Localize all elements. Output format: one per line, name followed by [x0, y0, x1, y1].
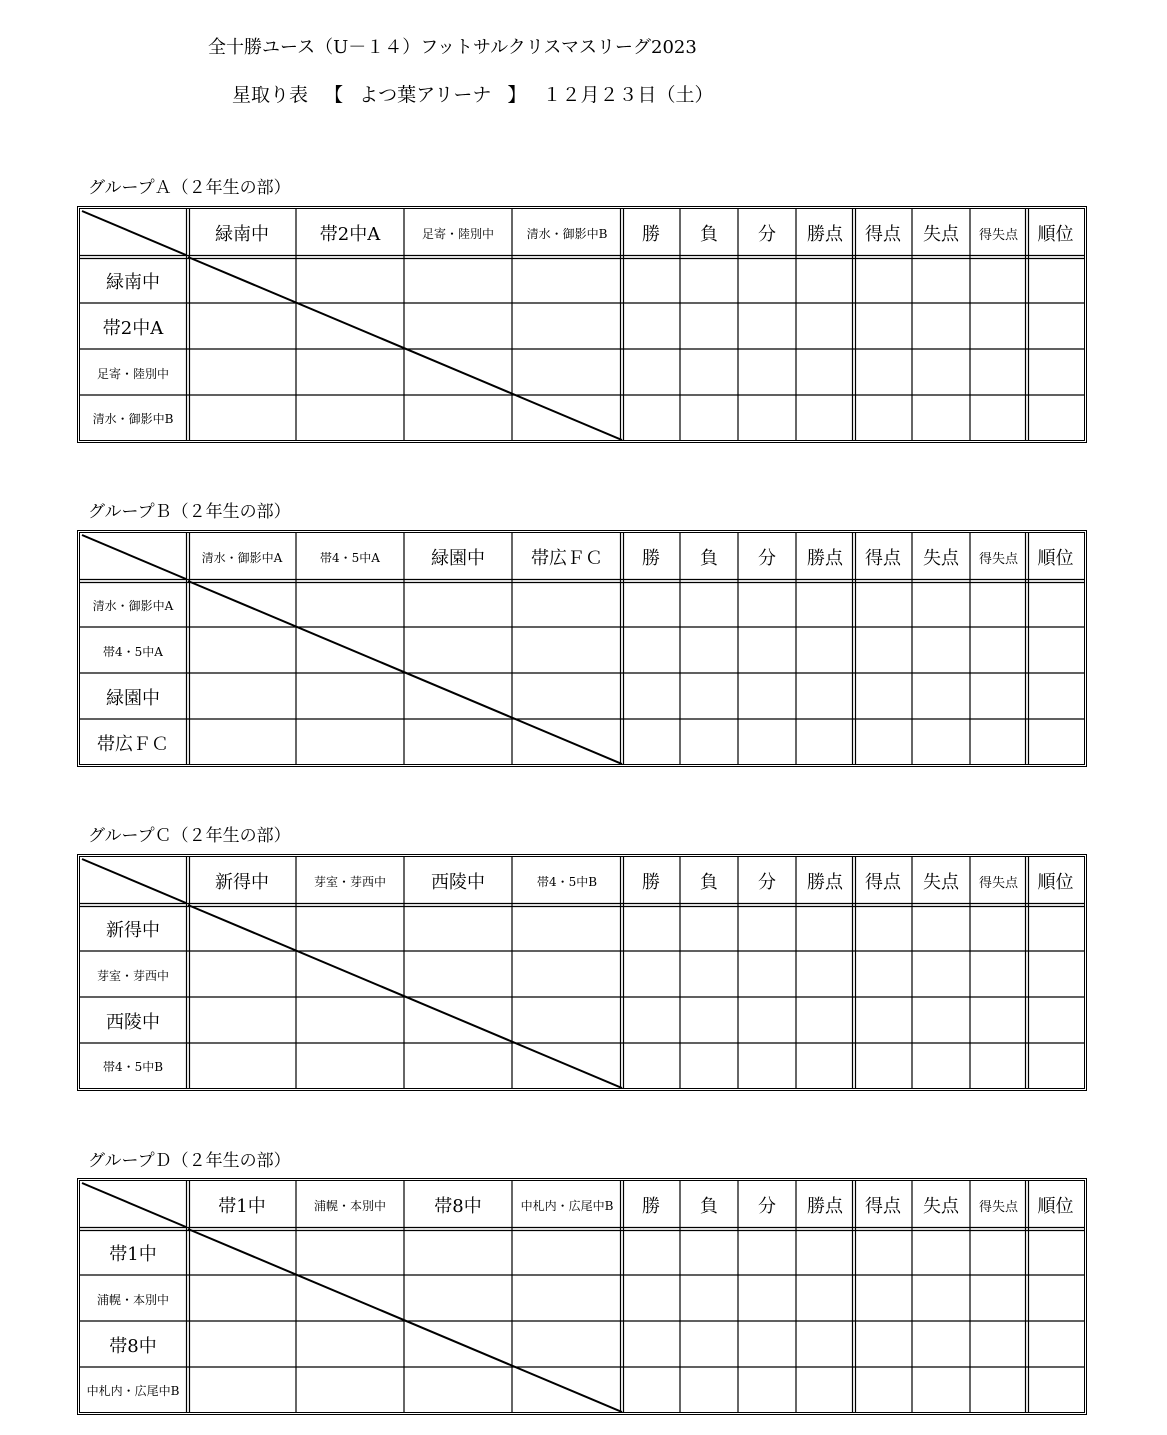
- row-team-name: 帯2中A: [102, 318, 164, 339]
- stat-column-header: 得点: [865, 1196, 901, 1217]
- row-team-name: 新得中: [106, 920, 160, 941]
- stat-column-header: 負: [700, 872, 718, 893]
- column-team-name: 帯8中: [434, 1196, 482, 1217]
- group-c-table: [77, 854, 1087, 1091]
- stat-column-header: 得失点: [978, 875, 1018, 891]
- grid-line: [82, 211, 186, 255]
- stat-column-header: 負: [700, 1196, 718, 1217]
- column-team-name: 帯1中: [218, 1196, 266, 1217]
- group-b-label: グループＢ（２年生の部）: [88, 502, 291, 522]
- stat-column-header: 順位: [1037, 872, 1074, 893]
- grid-line: [82, 859, 186, 903]
- stat-column-header: 失点: [923, 548, 959, 569]
- column-team-name: 清水・御影中A: [201, 550, 283, 565]
- column-team-name: 浦幌・本別中: [313, 1198, 386, 1213]
- row-team-name: 帯8中: [109, 1336, 157, 1357]
- subtitle-prefix: 星取り表: [232, 84, 309, 106]
- column-team-name: 帯4・5中B: [536, 874, 598, 889]
- row-team-name: 清水・御影中B: [92, 412, 174, 426]
- stat-column-header: 得点: [865, 872, 901, 893]
- stat-column-header: 勝: [642, 1196, 660, 1217]
- stat-column-header: 失点: [923, 872, 959, 893]
- group-d-table: [77, 1178, 1087, 1415]
- stat-column-header: 分: [758, 872, 776, 893]
- stat-column-header: 勝: [642, 872, 660, 893]
- row-team-name: 清水・御影中A: [92, 598, 174, 613]
- stat-column-header: 順位: [1037, 1196, 1074, 1217]
- stat-column-header: 得点: [865, 548, 901, 569]
- stat-column-header: 負: [700, 548, 718, 569]
- column-team-name: 西陵中: [431, 872, 485, 893]
- column-team-name: 帯広ＦＣ: [531, 548, 603, 569]
- row-team-name: 帯4・5中A: [103, 644, 163, 659]
- row-team-name: 西陵中: [106, 1012, 160, 1033]
- page-subtitle: [232, 80, 724, 107]
- stat-column-header: 順位: [1037, 224, 1074, 245]
- page-title: 全十勝ユース（U－１４）フットサルクリスマスリーグ2023: [208, 37, 697, 58]
- stat-column-header: 勝: [642, 548, 660, 569]
- stat-column-header: 得失点: [978, 1199, 1018, 1215]
- row-team-name: 中札内・広尾中B: [86, 1384, 180, 1398]
- grid-line: [82, 535, 186, 579]
- stat-column-header: 勝: [642, 224, 660, 245]
- grid-line: [82, 1183, 186, 1227]
- stat-column-header: 分: [758, 224, 776, 245]
- column-team-name: 帯2中A: [319, 224, 381, 245]
- column-team-name: 緑園中: [431, 548, 485, 569]
- row-team-name: 緑園中: [106, 688, 160, 709]
- stat-column-header: 分: [758, 1196, 776, 1217]
- row-team-name: 芽室・芽西中: [96, 968, 169, 983]
- stat-column-header: 分: [758, 548, 776, 569]
- stat-column-header: 勝点: [807, 1196, 843, 1217]
- stat-column-header: 勝点: [807, 872, 843, 893]
- row-team-name: 帯広ＦＣ: [97, 733, 169, 755]
- group-a-label: グループＡ（２年生の部）: [88, 178, 291, 198]
- subtitle-bracket-close: 】: [507, 84, 527, 106]
- stat-column-header: 勝点: [807, 548, 843, 569]
- column-team-name: 新得中: [215, 872, 269, 893]
- group-c-label: グループＣ（２年生の部）: [88, 826, 291, 846]
- row-team-name: 浦幌・本別中: [96, 1292, 169, 1307]
- column-team-name: 緑南中: [215, 224, 269, 245]
- row-team-name: 足寄・陸別中: [96, 366, 169, 381]
- stat-column-header: 得失点: [978, 551, 1018, 567]
- column-team-name: 芽室・芽西中: [313, 874, 386, 889]
- stat-column-header: 得点: [865, 224, 901, 245]
- group-a-table: [77, 206, 1087, 443]
- stat-column-header: 失点: [923, 224, 959, 245]
- stat-column-header: 勝点: [807, 224, 843, 245]
- column-team-name: 帯4・5中A: [320, 550, 380, 565]
- row-team-name: 帯4・5中B: [102, 1060, 164, 1074]
- event-date: １２月２３日（土）: [542, 84, 714, 106]
- stat-column-header: 失点: [923, 1196, 959, 1217]
- column-team-name: 足寄・陸別中: [421, 226, 494, 241]
- stat-column-header: 順位: [1037, 548, 1074, 569]
- row-team-name: 緑南中: [106, 272, 160, 293]
- subtitle-bracket-open: 【: [324, 84, 344, 106]
- stat-column-header: 負: [700, 224, 718, 245]
- column-team-name: 清水・御影中B: [526, 226, 608, 241]
- venue-name: よつ葉アリーナ: [359, 84, 492, 106]
- group-b-table: [77, 530, 1087, 767]
- group-d-label: グループＤ（２年生の部）: [88, 1151, 291, 1171]
- stat-column-header: 得失点: [978, 227, 1018, 243]
- row-team-name: 帯1中: [109, 1244, 157, 1265]
- column-team-name: 中札内・広尾中B: [520, 1198, 614, 1213]
